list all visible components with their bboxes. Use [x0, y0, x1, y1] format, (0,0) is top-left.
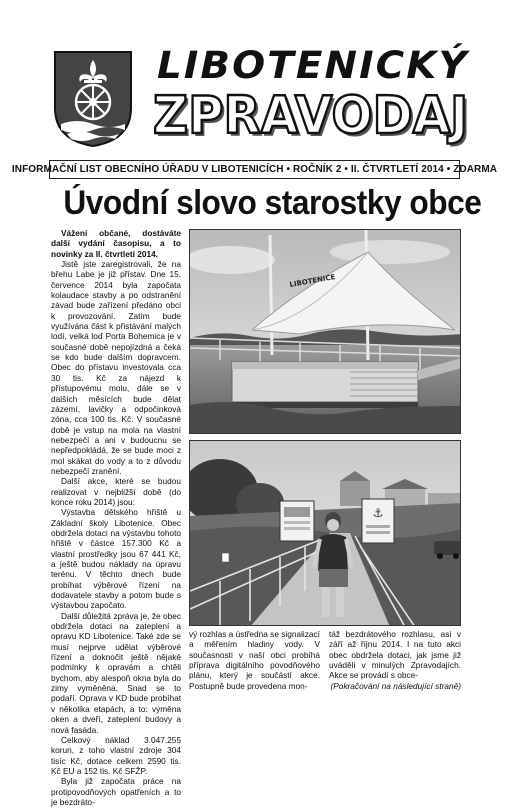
article-left-column — [51, 228, 181, 807]
pier-photo — [189, 440, 461, 626]
article-paragraph: Byla již započata práce na protipovodňových opatřeních a to je bezdráto- — [51, 776, 181, 807]
harbor-photo — [189, 229, 461, 434]
article-paragraph: táž bezdrátového rozhlasu, asi v září až říjnu 2014. I na tuto akci obec obdržela dotaci, jak jsme již uváděli v minulých Zpravodajích. Akce se provádí s obce- — [329, 629, 461, 681]
article-paragraph: Další akce, které se budou realizovat v nejbližší době (do konce roku 2014) jsou: — [51, 476, 181, 507]
article-lead: Vážení občané, dostáváte další vydání časopisu, a to novinky za II. čtvrtletí 2014. — [51, 228, 181, 259]
article-paragraph: Výstavba dětského hřiště u Základní školy Libotenice. Obec obdržela dotaci na výstavbu tohoto hřiště v částce 157.300 Kč a vlastní prostředky jsou 67 441 Kč, a ještě budou náklady na úpravu terénu. V těchto dnech bude probíhat výběrové řízení na dodavatele stavby a potom bude s výstavbou započato. — [51, 507, 181, 611]
issue-info-bar: INFORMAČNÍ LIST OBECNÍHO ÚŘADU V LIBOTENICÍCH • ROČNÍK 2 • II. ČTVRTLETÍ 2014 • ZDARMA — [49, 160, 460, 179]
article-right-column — [329, 629, 461, 681]
masthead-title-line2: ZPRAVODAJ — [153, 86, 469, 146]
coat-of-arms-icon — [53, 50, 133, 148]
masthead — [45, 44, 475, 156]
masthead-title-line1: LIBOTENICKÝ — [157, 44, 469, 87]
harbor-sign-text: LIBOTENICE — [288, 273, 336, 289]
article-paragraph: Jistě jste zaregistrovali, že na břehu Labe je již přístav. Dne 15. července 2014 byla započata kolaudace stavby a po odstranění závad bude zařízení předáno obci k provozování. Zatím bude využívána část k přistávání malých lodí, velká loď Porta Bohemica je v současné době nepojízdná a čeká se kdo bude dalším dopravcem. Obec do přístavu investovala cca 30 tis. Kč za nájezd k přístupovému molu, dále se v dalších měsících bude dělat zázemí, lavičky a odpočinková zóna, cca 100 tis. Kč. V současné době je vstup na mola na vlastní nebezpečí a ani v budoucnu se nepředpokládá, že se bude moci z mol skákat do vody a to z důvodu nebezpečí zranění. — [51, 259, 181, 476]
svg-text:⚓: ⚓ — [372, 506, 384, 520]
continuation-note: (Pokračování na následující straně) — [330, 681, 461, 691]
article-middle-column — [189, 629, 320, 691]
article-paragraph: Další důležitá zpráva je, že obec obdržela dotaci na zateplení a opravu KD Libotenice. Také zde se musí nejprve udělat výběrové řízení a doknočit ještě nějaké podmínky k opravám a chtěli bychom, aby alespoň okna byla do zimy vyměněna. Snad se to podaří. Oprava v KD bude probíhat v několika etapách, a to: výměna oken a dveří, zateplení budovy a nová fasáda. — [51, 610, 181, 735]
article-headline: Úvodní slovo starostky obce — [63, 184, 482, 222]
article-paragraph: vý rozhlas a ústředna se signalizací a měřením hladiny vody. V současnosti v naší obci probíhá příprava digitálního povodňového plánu, který je součástí akce. Postupně bude provedena mon- — [189, 629, 320, 691]
article-paragraph: Celkový náklad 3.047.255 korun, z toho vlastní zdroje 304 tisíc Kč, dotace celkem 2590 tis. Kč EU a 152 tis. Kč SFŽP. — [51, 734, 181, 776]
